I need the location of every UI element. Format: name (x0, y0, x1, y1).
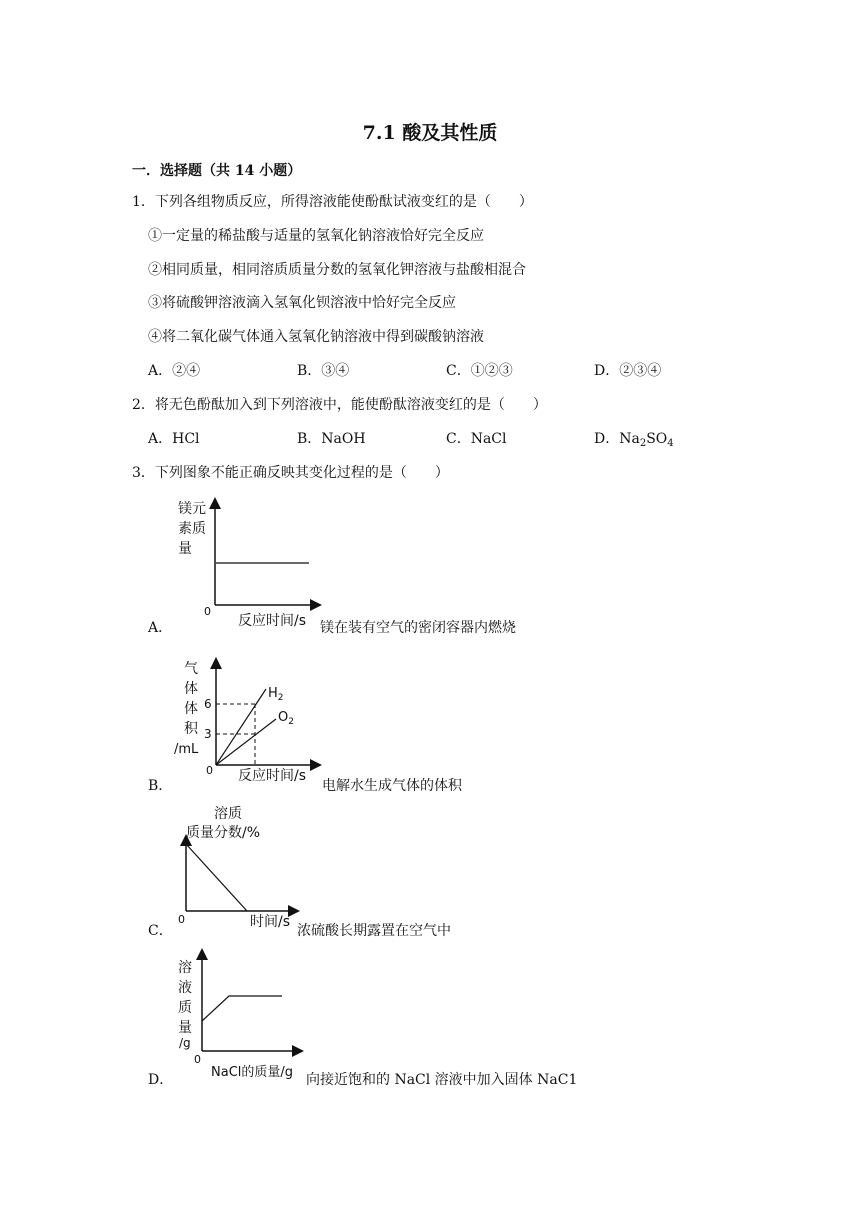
graph-b-h2-label: $H_2$ (268, 686, 284, 703)
graph-d-xlabel: NaCl的质量/g (211, 1065, 294, 1080)
option-d-text2: SO (646, 431, 668, 447)
graph-c-caption: 浓硫酸长期露置在空气中 (297, 923, 451, 939)
question-1-item-2: ②相同质量，相同溶质质量分数的氢氧化钾溶液与盐酸相混合 (148, 262, 526, 278)
graph-d-ylabel-5: /g (179, 1036, 191, 1050)
graph-b-ylabel-3: 体 (184, 701, 198, 717)
graph-a-ylabel-1: 镁元 (178, 501, 206, 517)
question-1-item-4: ④将二氧化碳气体通入氢氧化钠溶液中得到碳酸钠溶液 (148, 329, 484, 345)
question-1-option-b[interactable]: B．③④ (297, 363, 350, 379)
graph-b-h2-line (216, 689, 266, 765)
graph-a-origin: 0 (204, 605, 211, 618)
graph-b-caption: 电解水生成气体的体积 (322, 778, 462, 794)
graph-b-ylabel-2: 体 (184, 681, 198, 697)
graph-c-xlabel: 时间/s (250, 914, 291, 930)
graph-d-ylabel-4: 量 (178, 1020, 192, 1036)
graph-d-ylabel-3: 质 (178, 1000, 192, 1016)
graph-c-ylabel-2: 质量分数/% (186, 825, 261, 841)
graph-b (170, 655, 320, 790)
question-3-option-b[interactable]: B． (148, 778, 173, 794)
option-d-sub1: 2 (639, 438, 647, 449)
question-1-option-d[interactable]: D．②③④ (594, 363, 662, 379)
option-d-text: D．Na (594, 431, 640, 447)
question-3-option-d[interactable]: D． (148, 1072, 174, 1088)
question-2-option-b[interactable]: B．NaOH (297, 431, 366, 447)
graph-c-curve (186, 844, 247, 911)
page-title: 7.1 酸及其性质 (362, 122, 498, 144)
graph-c-ylabel-1: 溶质 (214, 806, 242, 822)
question-1-stem: 1．下列各组物质反应，所得溶液能使酚酞试液变红的是（ ） (132, 194, 533, 210)
question-2-option-d[interactable] (594, 428, 674, 449)
question-1-option-c[interactable]: C．①②③ (446, 363, 513, 379)
graph-a (170, 495, 320, 635)
question-3-stem: 3．下列图象不能正确反映其变化过程的是（ ） (132, 465, 449, 481)
graph-c (170, 800, 300, 935)
question-2-option-a[interactable]: A．HCl (148, 431, 200, 447)
graph-b-ylabel-1: 气 (184, 661, 198, 677)
graph-c-origin: 0 (178, 913, 185, 926)
question-1-item-3: ③将硫酸钾溶液滴入氢氧化钡溶液中恰好完全反应 (148, 295, 456, 311)
option-d-sub2: 4 (667, 438, 674, 449)
graph-b-origin: 0 (206, 764, 213, 777)
graph-b-xlabel: 反应时间/s (238, 768, 307, 784)
graph-b-ylabel-5: /mL (174, 742, 199, 757)
graph-b-o2-line (216, 719, 276, 765)
graph-d (170, 948, 310, 1083)
graph-b-o2-label: $O_2$ (278, 710, 294, 727)
question-3-option-a[interactable]: A． (148, 620, 173, 636)
question-1-option-a[interactable]: A．②④ (148, 363, 201, 379)
graph-a-ylabel-3: 量 (178, 541, 192, 557)
graph-b-tick-6: 6 (204, 697, 212, 711)
graph-a-xlabel: 反应时间/s (238, 613, 307, 629)
question-3-option-c[interactable]: C． (148, 923, 173, 939)
graph-a-caption: 镁在装有空气的密闭容器内燃烧 (320, 620, 516, 636)
graph-d-ylabel-2: 液 (178, 980, 192, 996)
question-1-item-1: ①一定量的稀盐酸与适量的氢氧化钠溶液恰好完全反应 (148, 228, 484, 244)
graph-d-curve (202, 996, 282, 1021)
graph-d-caption: 向接近饱和的 NaCl 溶液中加入固体 NaC1 (306, 1072, 578, 1088)
question-2-stem: 2．将无色酚酞加入到下列溶液中，能使酚酞溶液变红的是（ ） (132, 397, 547, 413)
graph-b-tick-3: 3 (204, 727, 212, 741)
graph-d-origin: 0 (194, 1053, 201, 1066)
section-heading: 一．选择题（共 14 小题） (132, 163, 302, 179)
graph-a-ylabel-2: 素质 (178, 521, 206, 537)
graph-d-ylabel-1: 溶 (178, 960, 192, 976)
graph-b-ylabel-4: 积 (184, 721, 198, 737)
question-2-option-c[interactable]: C．NaCl (446, 431, 507, 447)
